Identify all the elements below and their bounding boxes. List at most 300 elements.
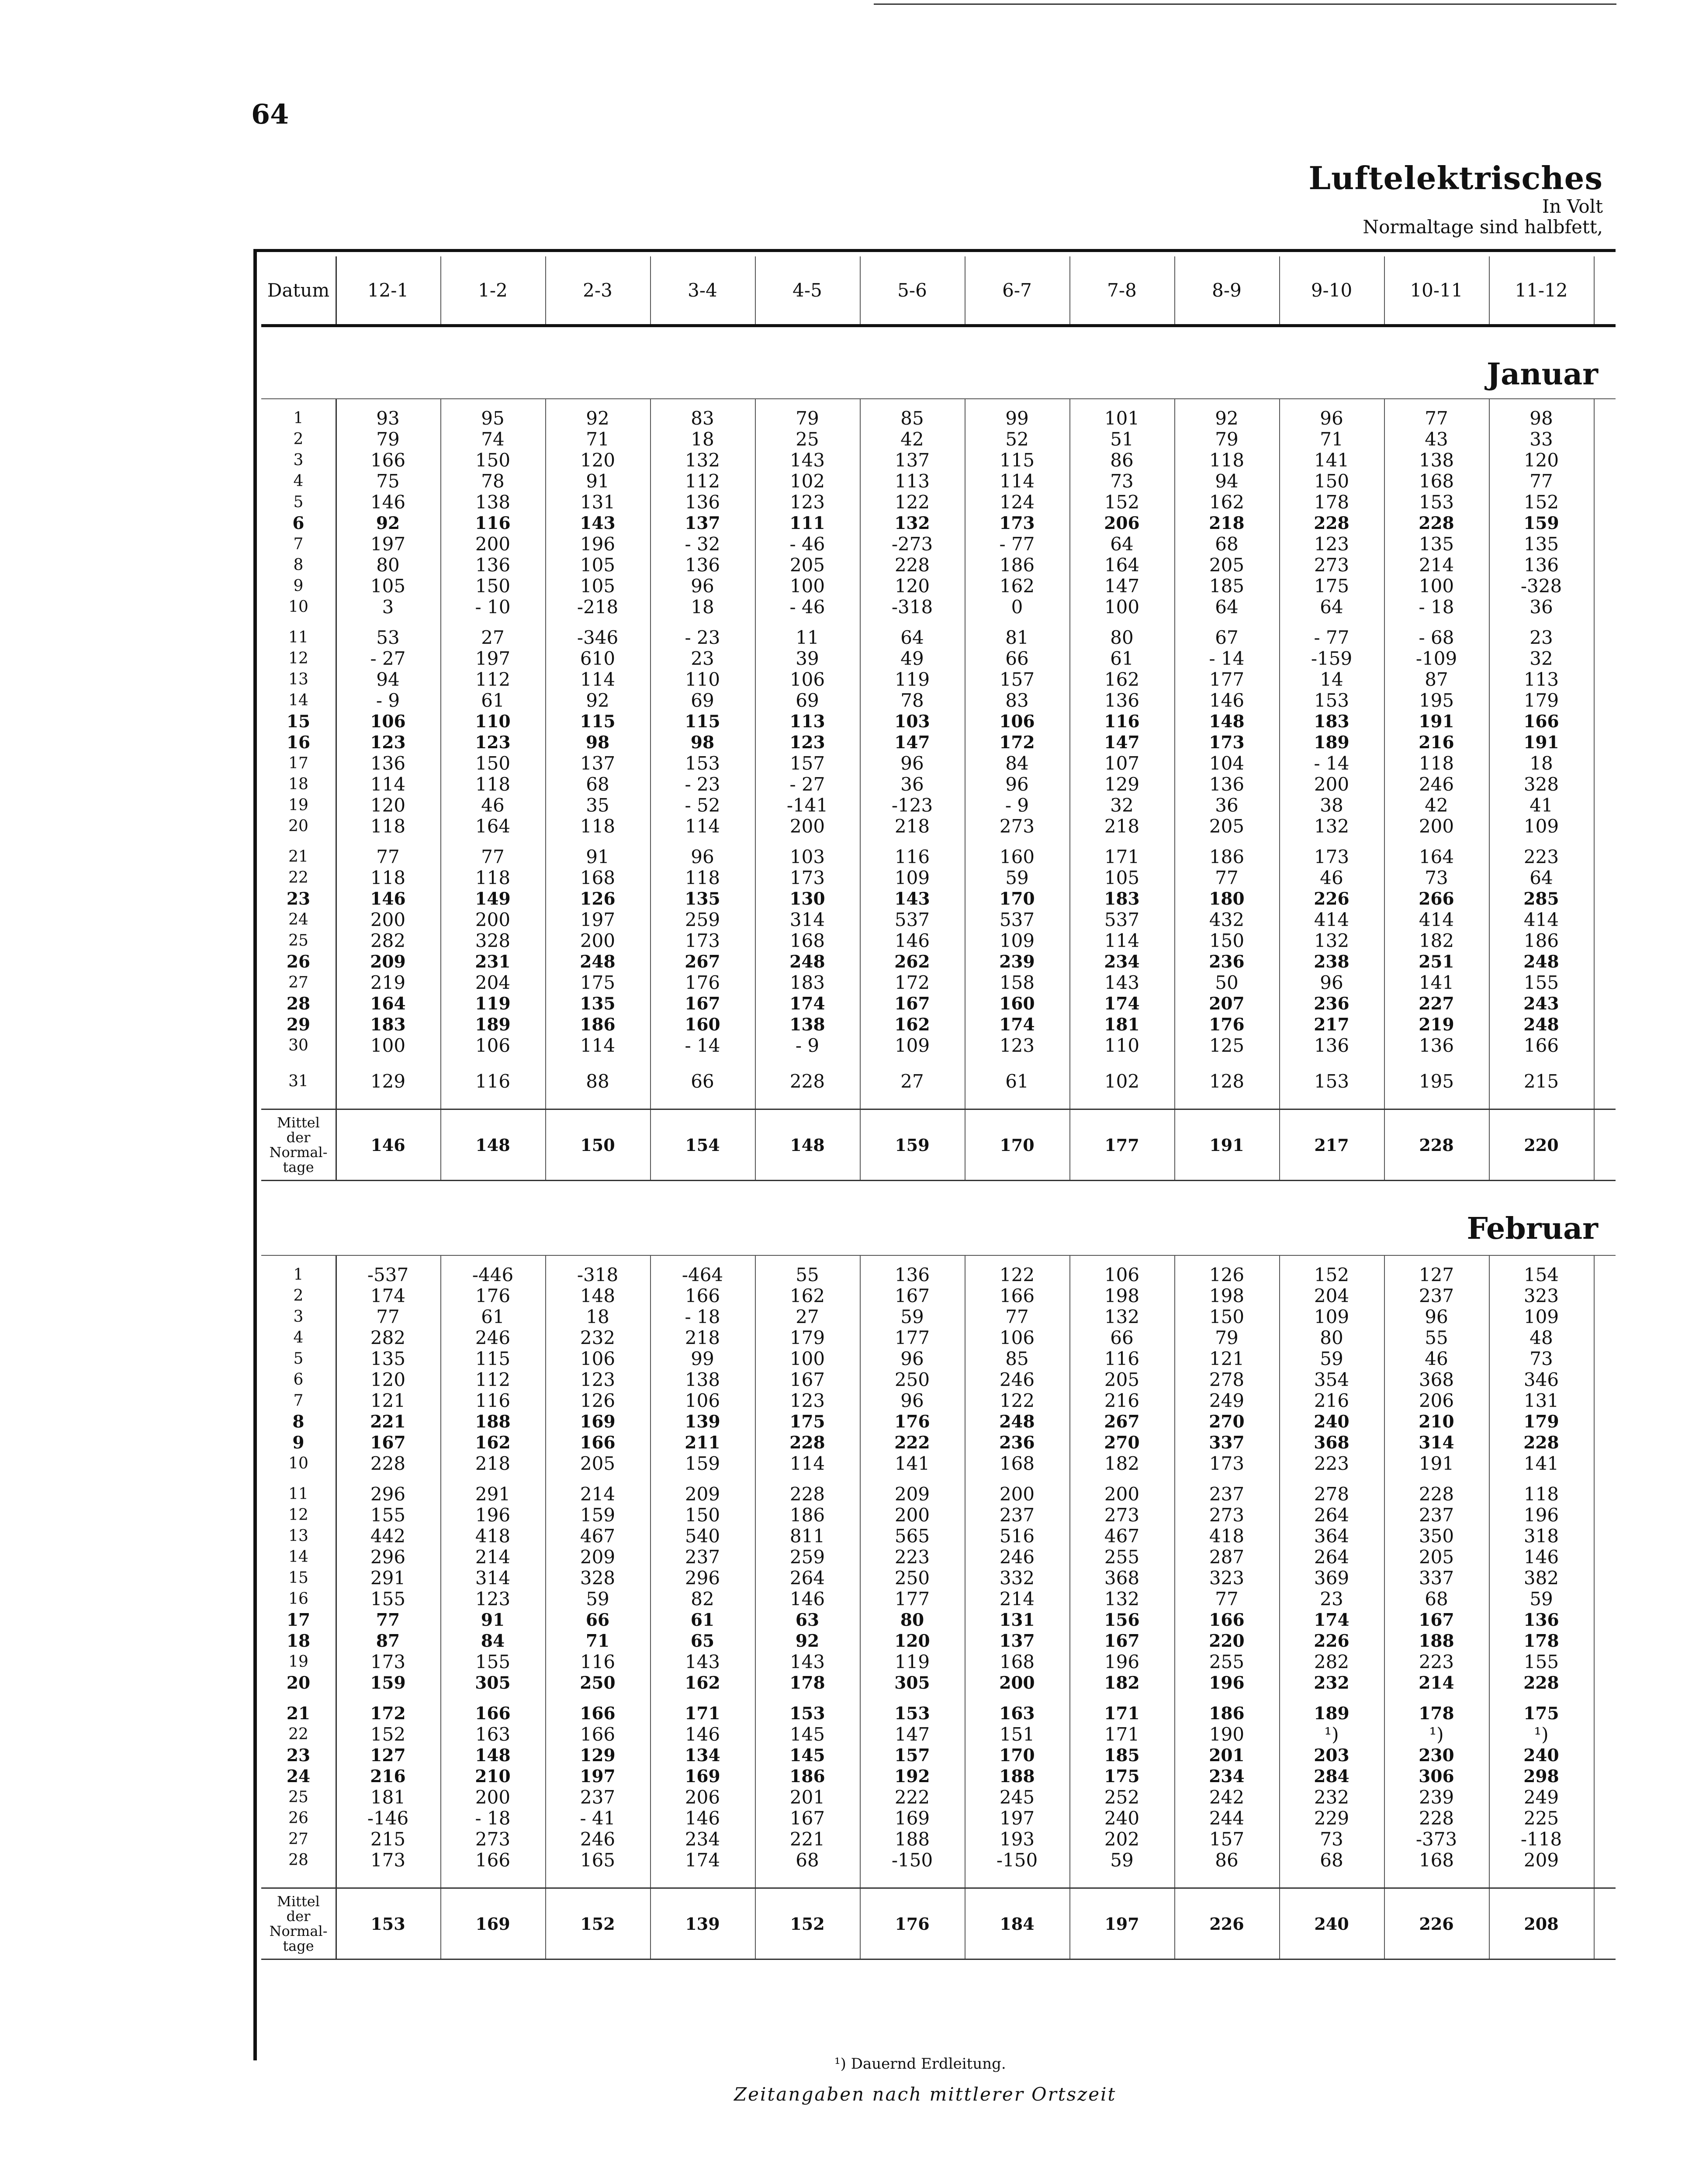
value-cell: 98 bbox=[690, 733, 715, 753]
value-cell: 145 bbox=[789, 1724, 825, 1745]
value-cell: 270 bbox=[1104, 1433, 1140, 1453]
value-cell: 86 bbox=[1110, 449, 1134, 471]
mittel-value: 150 bbox=[580, 1135, 615, 1155]
value-cell: - 77 bbox=[1314, 627, 1350, 648]
mittel-value: 152 bbox=[580, 1914, 615, 1934]
value-cell: 18 bbox=[586, 1306, 609, 1327]
table-row bbox=[261, 1652, 1616, 1673]
value-cell: 197 bbox=[580, 909, 616, 930]
table-row bbox=[261, 1787, 1616, 1808]
value-cell: 223 bbox=[1314, 1453, 1350, 1474]
value-cell: 3 bbox=[382, 596, 394, 618]
value-cell: 42 bbox=[900, 429, 924, 450]
day-cell: 4 bbox=[293, 472, 304, 490]
table-row bbox=[261, 1014, 1616, 1035]
value-cell: 109 bbox=[894, 867, 930, 888]
value-cell: 149 bbox=[475, 889, 511, 909]
value-cell: 240 bbox=[1523, 1745, 1559, 1766]
value-cell: 120 bbox=[894, 1631, 930, 1651]
value-cell: - 46 bbox=[789, 533, 825, 555]
value-cell: 200 bbox=[475, 533, 511, 555]
value-cell: 143 bbox=[789, 449, 825, 471]
value-cell: 368 bbox=[1104, 1567, 1140, 1589]
value-cell: 106 bbox=[1104, 1264, 1140, 1286]
value-cell: 176 bbox=[894, 1412, 930, 1432]
value-cell: 103 bbox=[894, 712, 930, 732]
value-cell: 80 bbox=[900, 1610, 924, 1630]
value-cell: 216 bbox=[1104, 1390, 1140, 1411]
value-cell: 77 bbox=[481, 846, 505, 867]
value-cell: 218 bbox=[894, 816, 930, 837]
value-cell: 46 bbox=[1320, 867, 1343, 888]
value-cell: 186 bbox=[1209, 846, 1245, 867]
value-cell: 182 bbox=[1104, 1453, 1140, 1474]
value-cell: 23 bbox=[1529, 627, 1553, 648]
value-cell: 192 bbox=[894, 1766, 930, 1787]
mittel-value: 154 bbox=[685, 1135, 720, 1155]
value-cell: 118 bbox=[580, 816, 616, 837]
value-cell: -159 bbox=[1311, 648, 1353, 669]
day-cell: 17 bbox=[286, 1610, 311, 1630]
time-note: Zeitangaben nach mittlerer Ortszeit bbox=[734, 2084, 1117, 2105]
value-cell: 109 bbox=[999, 930, 1035, 951]
value-cell: 38 bbox=[1320, 795, 1343, 816]
value-cell: 234 bbox=[1104, 952, 1140, 972]
value-cell: 106 bbox=[475, 1035, 511, 1056]
value-cell: 96 bbox=[1425, 1306, 1448, 1327]
column-divider bbox=[860, 1889, 861, 1959]
value-cell: 152 bbox=[370, 1724, 406, 1745]
value-cell: 467 bbox=[580, 1525, 616, 1547]
table-row bbox=[261, 1547, 1616, 1568]
value-cell: 195 bbox=[1419, 690, 1454, 711]
value-cell: 115 bbox=[580, 712, 616, 732]
value-cell: 164 bbox=[1104, 554, 1140, 576]
value-cell: 152 bbox=[1104, 491, 1140, 513]
table-row bbox=[261, 1673, 1616, 1693]
value-cell: 162 bbox=[789, 1285, 825, 1306]
value-cell: 121 bbox=[370, 1390, 406, 1411]
value-cell: 114 bbox=[1104, 930, 1140, 951]
value-cell: -150 bbox=[891, 1849, 933, 1871]
value-cell: 238 bbox=[1314, 952, 1350, 972]
value-cell: 205 bbox=[1104, 1369, 1140, 1390]
day-cell: 30 bbox=[288, 1037, 308, 1054]
value-cell: -109 bbox=[1415, 648, 1457, 669]
value-cell: 109 bbox=[894, 1035, 930, 1056]
value-cell: -464 bbox=[682, 1264, 723, 1286]
value-cell: 65 bbox=[690, 1631, 715, 1651]
value-cell: 67 bbox=[1215, 627, 1239, 648]
day-cell: 26 bbox=[286, 952, 311, 972]
value-cell: -346 bbox=[577, 627, 619, 648]
value-cell: 172 bbox=[894, 972, 930, 993]
value-cell: 27 bbox=[900, 1071, 924, 1092]
value-cell: 214 bbox=[475, 1546, 511, 1568]
column-divider bbox=[650, 399, 651, 1109]
value-cell: 150 bbox=[1209, 1306, 1245, 1327]
value-cell: 186 bbox=[789, 1504, 825, 1526]
value-cell: 135 bbox=[1419, 533, 1454, 555]
table-row bbox=[261, 1484, 1616, 1505]
value-cell: 228 bbox=[1419, 513, 1454, 533]
value-cell: 242 bbox=[1209, 1787, 1245, 1808]
value-cell: 181 bbox=[1104, 1015, 1140, 1035]
value-cell: 175 bbox=[1523, 1704, 1559, 1724]
value-cell: 186 bbox=[999, 554, 1035, 576]
value-cell: 36 bbox=[1529, 596, 1553, 618]
value-cell: 64 bbox=[1320, 596, 1343, 618]
value-cell: - 27 bbox=[789, 774, 825, 795]
table-row bbox=[261, 1348, 1616, 1369]
value-cell: 220 bbox=[1209, 1631, 1245, 1651]
value-cell: 100 bbox=[789, 1348, 825, 1369]
value-cell: 83 bbox=[691, 408, 714, 429]
column-header-hour: 8-9 bbox=[1174, 256, 1280, 324]
value-cell: 467 bbox=[1104, 1525, 1140, 1547]
value-cell: 105 bbox=[580, 575, 616, 597]
value-cell: 354 bbox=[1314, 1369, 1350, 1390]
table-row bbox=[261, 471, 1616, 492]
mittel-value: 176 bbox=[895, 1914, 930, 1934]
value-cell: 318 bbox=[1523, 1525, 1559, 1547]
value-cell: 118 bbox=[475, 867, 511, 888]
column-divider bbox=[1069, 399, 1070, 1109]
column-divider bbox=[1069, 1889, 1070, 1959]
value-cell: 135 bbox=[1523, 533, 1559, 555]
value-cell: 337 bbox=[1419, 1567, 1454, 1589]
value-cell: 64 bbox=[1110, 533, 1134, 555]
value-cell: 141 bbox=[1523, 1453, 1559, 1474]
value-cell: 118 bbox=[1209, 449, 1245, 471]
day-cell: 22 bbox=[288, 1725, 308, 1743]
table-row bbox=[261, 1526, 1616, 1547]
value-cell: 68 bbox=[1215, 533, 1239, 555]
day-cell: 1 bbox=[293, 1266, 304, 1284]
value-cell: 91 bbox=[586, 846, 609, 867]
value-cell: 143 bbox=[580, 513, 616, 533]
value-cell: 267 bbox=[1104, 1412, 1140, 1432]
value-cell: 162 bbox=[1104, 669, 1140, 690]
month-title-februar: Februar bbox=[1467, 1211, 1598, 1246]
mittel-value: 177 bbox=[1104, 1135, 1139, 1155]
value-cell: 196 bbox=[475, 1504, 511, 1526]
value-cell: 77 bbox=[376, 846, 400, 867]
value-cell: 216 bbox=[1419, 733, 1454, 753]
table-row bbox=[261, 1631, 1616, 1652]
value-cell: 77 bbox=[1529, 470, 1553, 492]
day-cell: 9 bbox=[293, 577, 304, 595]
day-cell: 6 bbox=[292, 513, 305, 533]
value-cell: 173 bbox=[999, 513, 1035, 533]
value-cell: 162 bbox=[475, 1433, 511, 1453]
value-cell: 250 bbox=[894, 1567, 930, 1589]
table-row bbox=[261, 1766, 1616, 1787]
value-cell: 151 bbox=[999, 1724, 1035, 1745]
value-cell: 173 bbox=[789, 867, 825, 888]
value-cell: 123 bbox=[475, 733, 511, 753]
value-cell: 51 bbox=[1110, 429, 1134, 450]
value-cell: -318 bbox=[891, 596, 933, 618]
value-cell: 115 bbox=[999, 449, 1035, 471]
value-cell: 154 bbox=[1523, 1264, 1559, 1286]
value-cell: 174 bbox=[1104, 994, 1140, 1014]
day-cell: 23 bbox=[286, 1745, 311, 1766]
value-cell: 46 bbox=[481, 795, 505, 816]
mittel-row-februar bbox=[261, 1887, 1616, 1960]
value-cell: 105 bbox=[580, 554, 616, 576]
value-cell: 68 bbox=[1425, 1588, 1448, 1610]
value-cell: 273 bbox=[475, 1828, 511, 1850]
value-cell: 251 bbox=[1419, 952, 1454, 972]
value-cell: 232 bbox=[1314, 1787, 1350, 1808]
value-cell: 159 bbox=[580, 1504, 616, 1526]
value-cell: 120 bbox=[580, 449, 616, 471]
column-divider bbox=[755, 1889, 756, 1959]
value-cell: 139 bbox=[685, 1412, 720, 1432]
value-cell: 364 bbox=[1314, 1525, 1350, 1547]
value-cell: 180 bbox=[1209, 889, 1245, 909]
value-cell: 225 bbox=[1523, 1807, 1559, 1829]
value-cell: 177 bbox=[894, 1327, 930, 1348]
value-cell: 305 bbox=[475, 1673, 511, 1693]
value-cell: 219 bbox=[370, 972, 406, 993]
value-cell: 239 bbox=[999, 952, 1035, 972]
value-cell: -328 bbox=[1520, 575, 1562, 597]
value-cell: 127 bbox=[1419, 1264, 1454, 1286]
value-cell: 157 bbox=[789, 753, 825, 774]
value-cell: 228 bbox=[370, 1453, 406, 1474]
value-cell: 262 bbox=[894, 952, 930, 972]
value-cell: 114 bbox=[580, 1035, 616, 1056]
value-cell: 178 bbox=[789, 1673, 825, 1693]
value-cell: 214 bbox=[580, 1483, 616, 1505]
value-cell: 182 bbox=[1104, 1673, 1140, 1693]
value-cell: 106 bbox=[789, 669, 825, 690]
column-divider bbox=[755, 1110, 756, 1180]
value-cell: 27 bbox=[796, 1306, 819, 1327]
mittel-value: 226 bbox=[1419, 1914, 1454, 1934]
value-cell: 246 bbox=[1419, 774, 1454, 795]
day-cell: 14 bbox=[288, 1548, 308, 1566]
value-cell: 73 bbox=[1320, 1828, 1343, 1850]
value-cell: 96 bbox=[1320, 408, 1343, 429]
value-cell: 86 bbox=[1215, 1849, 1239, 1871]
value-cell: 64 bbox=[1215, 596, 1239, 618]
value-cell: 218 bbox=[475, 1453, 511, 1474]
value-cell: 77 bbox=[376, 1610, 400, 1630]
column-divider bbox=[650, 1256, 651, 1888]
value-cell: 123 bbox=[475, 1588, 511, 1610]
value-cell: 150 bbox=[685, 1504, 720, 1526]
value-cell: 119 bbox=[894, 1651, 930, 1673]
mittel-row-januar bbox=[261, 1109, 1616, 1181]
value-cell: 115 bbox=[475, 1348, 511, 1369]
value-cell: 79 bbox=[1215, 429, 1239, 450]
value-cell: 155 bbox=[370, 1504, 406, 1526]
value-cell: 92 bbox=[1215, 408, 1239, 429]
value-cell: 328 bbox=[1523, 774, 1559, 795]
value-cell: 218 bbox=[1104, 816, 1140, 837]
value-cell: 127 bbox=[370, 1745, 406, 1766]
value-cell: 94 bbox=[376, 669, 400, 690]
value-cell: 96 bbox=[900, 753, 924, 774]
value-cell: 167 bbox=[370, 1433, 406, 1453]
day-cell: 19 bbox=[288, 796, 308, 814]
value-cell: 136 bbox=[475, 554, 511, 576]
value-cell: 162 bbox=[999, 575, 1035, 597]
value-cell: - 46 bbox=[789, 596, 825, 618]
value-cell: 164 bbox=[475, 816, 511, 837]
value-cell: 116 bbox=[475, 1071, 511, 1092]
value-cell: 209 bbox=[580, 1546, 616, 1568]
value-cell: - 18 bbox=[1419, 596, 1454, 618]
value-cell: 137 bbox=[999, 1631, 1035, 1651]
value-cell: 43 bbox=[1425, 429, 1448, 450]
value-cell: 296 bbox=[370, 1546, 406, 1568]
value-cell: 69 bbox=[691, 690, 714, 711]
value-cell: 61 bbox=[690, 1610, 715, 1630]
column-divider bbox=[650, 1889, 651, 1959]
value-cell: 179 bbox=[1523, 690, 1559, 711]
value-cell: 250 bbox=[580, 1673, 616, 1693]
value-cell: 186 bbox=[1209, 1704, 1245, 1724]
table-row bbox=[261, 534, 1616, 555]
value-cell: 132 bbox=[685, 449, 720, 471]
value-cell: 64 bbox=[900, 627, 924, 648]
value-cell: 148 bbox=[1209, 712, 1245, 732]
value-cell: 332 bbox=[999, 1567, 1035, 1589]
column-header-hour: 2-3 bbox=[545, 256, 651, 324]
value-cell: 236 bbox=[1209, 952, 1245, 972]
page-number: 64 bbox=[251, 98, 289, 130]
value-cell: 33 bbox=[1529, 429, 1553, 450]
day-cell: 29 bbox=[286, 1015, 311, 1035]
column-divider bbox=[1279, 1889, 1280, 1959]
value-cell: 88 bbox=[586, 1071, 609, 1092]
value-cell: 118 bbox=[370, 816, 406, 837]
value-cell: 214 bbox=[999, 1588, 1035, 1610]
value-cell: 123 bbox=[370, 733, 406, 753]
value-cell: 177 bbox=[1209, 669, 1245, 690]
value-cell: 125 bbox=[1209, 1035, 1245, 1056]
value-cell: 160 bbox=[999, 994, 1035, 1014]
value-cell: 196 bbox=[1523, 1504, 1559, 1526]
value-cell: 153 bbox=[789, 1704, 825, 1724]
column-divider bbox=[545, 1889, 546, 1959]
value-cell: 73 bbox=[1110, 470, 1134, 492]
value-cell: 210 bbox=[475, 1766, 511, 1787]
value-cell: -218 bbox=[577, 596, 619, 618]
value-cell: 107 bbox=[1104, 753, 1140, 774]
table-row bbox=[261, 993, 1616, 1014]
value-cell: 195 bbox=[1419, 1071, 1454, 1092]
table-row bbox=[261, 816, 1616, 837]
table-row bbox=[261, 1306, 1616, 1327]
table-row bbox=[261, 492, 1616, 513]
mittel-value: 226 bbox=[1209, 1914, 1244, 1934]
value-cell: 202 bbox=[1104, 1828, 1140, 1850]
value-cell: 132 bbox=[1314, 930, 1350, 951]
value-cell: 166 bbox=[580, 1433, 616, 1453]
value-cell: 166 bbox=[475, 1849, 511, 1871]
value-cell: 323 bbox=[1209, 1567, 1245, 1589]
day-cell: 15 bbox=[288, 1569, 308, 1587]
value-cell: 41 bbox=[1529, 795, 1553, 816]
table-row bbox=[261, 1505, 1616, 1526]
value-cell: 143 bbox=[894, 889, 930, 909]
value-cell: 185 bbox=[1104, 1745, 1140, 1766]
column-header-hour: 4-5 bbox=[755, 256, 861, 324]
value-cell: 110 bbox=[475, 712, 511, 732]
value-cell: 228 bbox=[894, 554, 930, 576]
value-cell: 200 bbox=[370, 909, 406, 930]
value-cell: 153 bbox=[1419, 491, 1454, 513]
day-cell: 11 bbox=[288, 629, 308, 646]
column-divider bbox=[1069, 1110, 1070, 1180]
value-cell: 27 bbox=[481, 627, 505, 648]
value-cell: 191 bbox=[1419, 712, 1454, 732]
value-cell: 250 bbox=[894, 1369, 930, 1390]
value-cell: 23 bbox=[1320, 1588, 1343, 1610]
value-cell: 267 bbox=[685, 952, 720, 972]
value-cell: 59 bbox=[1005, 867, 1029, 888]
value-cell: 87 bbox=[376, 1631, 400, 1651]
value-cell: 136 bbox=[1419, 1035, 1454, 1056]
value-cell: 68 bbox=[796, 1849, 819, 1871]
value-cell: 94 bbox=[1215, 470, 1239, 492]
value-cell: 66 bbox=[691, 1071, 714, 1092]
value-cell: 228 bbox=[789, 1483, 825, 1505]
table-row bbox=[261, 795, 1616, 816]
value-cell: - 41 bbox=[580, 1807, 616, 1829]
value-cell: 129 bbox=[580, 1745, 616, 1766]
value-cell: 237 bbox=[685, 1546, 720, 1568]
value-cell: 215 bbox=[370, 1828, 406, 1850]
value-cell: 382 bbox=[1523, 1567, 1559, 1589]
value-cell: 112 bbox=[685, 470, 720, 492]
column-divider bbox=[860, 399, 861, 1109]
value-cell: 153 bbox=[1314, 1071, 1350, 1092]
value-cell: 155 bbox=[1523, 972, 1559, 993]
value-cell: 48 bbox=[1529, 1327, 1553, 1348]
day-cell: 1 bbox=[293, 409, 304, 427]
table-row bbox=[261, 1390, 1616, 1411]
value-cell: 196 bbox=[580, 533, 616, 555]
value-cell: 138 bbox=[789, 1015, 825, 1035]
value-cell: 223 bbox=[1523, 846, 1559, 867]
value-cell: 221 bbox=[370, 1412, 406, 1432]
column-divider bbox=[336, 1889, 337, 1959]
value-cell: 201 bbox=[789, 1787, 825, 1808]
value-cell: -146 bbox=[367, 1807, 409, 1829]
table-row bbox=[261, 1453, 1616, 1474]
value-cell: 209 bbox=[685, 1483, 720, 1505]
value-cell: 305 bbox=[894, 1673, 930, 1693]
value-cell: 237 bbox=[999, 1504, 1035, 1526]
mittel-label: Mittel der Normal- tage bbox=[269, 1114, 328, 1175]
value-cell: 200 bbox=[580, 930, 616, 951]
value-cell: 158 bbox=[999, 972, 1035, 993]
value-cell: 298 bbox=[1523, 1766, 1559, 1787]
value-cell: 152 bbox=[1314, 1264, 1350, 1286]
value-cell: 164 bbox=[370, 994, 406, 1014]
value-cell: 66 bbox=[1110, 1327, 1134, 1348]
value-cell: 157 bbox=[999, 669, 1035, 690]
value-cell: 116 bbox=[1104, 1348, 1140, 1369]
column-header-hour: 9-10 bbox=[1279, 256, 1385, 324]
value-cell: 229 bbox=[1314, 1807, 1350, 1829]
